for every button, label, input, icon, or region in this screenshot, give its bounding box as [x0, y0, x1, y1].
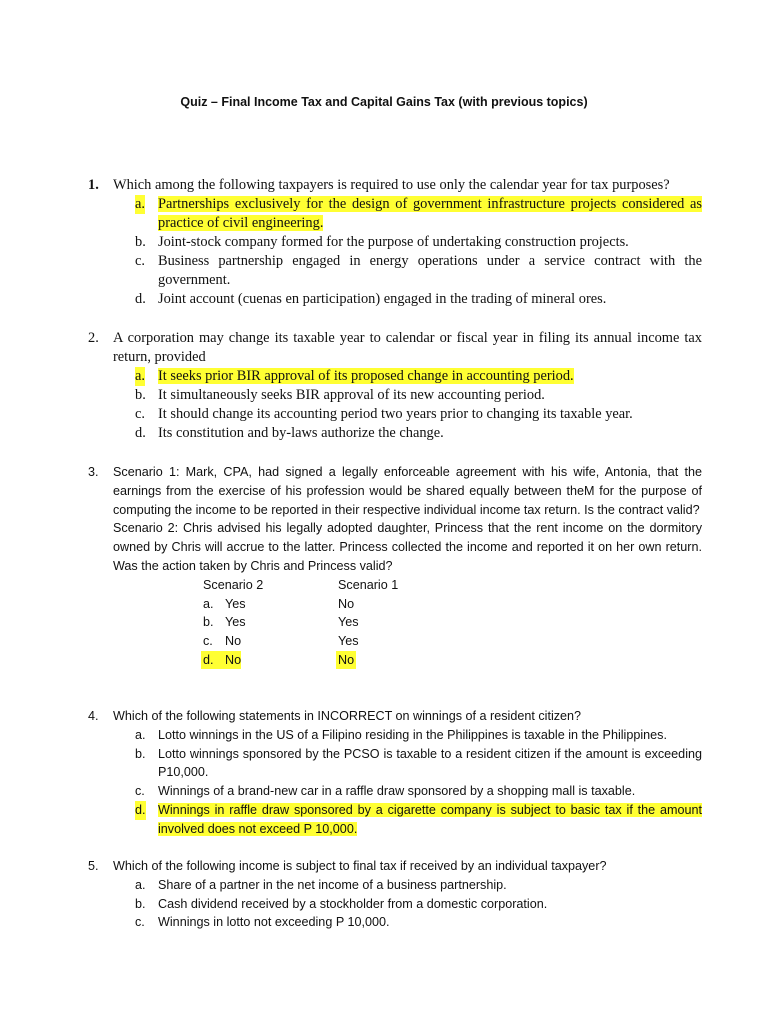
row-letter: c.	[203, 634, 213, 649]
option-text: It should change its accounting period two years prior to changing its taxable year.	[158, 406, 633, 422]
option-letter: c.	[135, 915, 145, 930]
option-letter: a.	[135, 368, 145, 384]
option-b	[0, 233, 768, 252]
row-value-scenario-2: Yes	[225, 615, 246, 630]
option-letter: d.	[135, 425, 146, 441]
option-letter: b.	[135, 746, 146, 761]
column-header-scenario-1: Scenario 1	[338, 577, 399, 592]
answer-row-d	[0, 651, 768, 670]
option-c	[0, 405, 768, 424]
option-text: Winnings in lotto not exceeding P 10,000.	[158, 915, 390, 930]
option-text: Winnings in raffle draw sponsored by a cigarette company is subject to basic tax if the amount involved does not exceed P 10,000.	[158, 802, 702, 836]
option-letter: b.	[135, 896, 146, 911]
answer-row-b	[0, 613, 768, 632]
option-text: Lotto winnings in the US of a Filipino residing in the Philippines is taxable in the Philippines.	[158, 727, 667, 742]
option-text: Joint account (cuenas en participation) engaged in the trading of mineral ores.	[158, 291, 607, 307]
question-text: A corporation may change its taxable year to calendar or fiscal year in filing its annual income tax return, provided	[113, 330, 702, 365]
answer-table-header	[0, 576, 768, 595]
option-text: Lotto winnings sponsored by the PCSO is taxable to a resident citizen if the amount is exceeding P10,000.	[158, 746, 702, 780]
option-d	[0, 424, 768, 443]
row-letter: d.	[203, 652, 214, 667]
option-c	[0, 252, 768, 290]
option-text: Business partnership engaged in energy operations under a service contract with the government.	[158, 253, 702, 288]
option-b	[0, 895, 768, 914]
quiz-title: Quiz – Final Income Tax and Capital Gains Tax (with previous topics)	[180, 95, 588, 109]
scenario-2-text: Scenario 2: Chris advised his legally adopted daughter, Princess that the rent income on the dormitory owned by Chris will accrue to the latter. Princess collected the income and reported it on her own return. Was the action taken by Chris and Princess valid?	[113, 521, 702, 573]
question-1	[0, 176, 768, 309]
scenario-1-text: Scenario 1: Mark, CPA, had signed a legally enforceable agreement with his wife, Antonia, that the earnings from the exercise of his profession would be shared equally between theM for the purpose of computing the income to be reported in their respective individual income tax return. Is the contract valid?	[113, 465, 702, 517]
question-number: 3.	[88, 465, 99, 479]
option-text: Partnerships exclusively for the design of government infrastructure projects considered as practice of civil engineering.	[158, 196, 702, 231]
option-text: Cash dividend received by a stockholder from a domestic corporation.	[158, 896, 548, 911]
option-d	[0, 801, 768, 839]
question-text: Which of the following income is subject to final tax if received by an individual taxpayer?	[113, 859, 607, 873]
option-letter: a.	[135, 196, 145, 212]
option-a	[0, 195, 768, 233]
option-letter: b.	[135, 234, 146, 250]
option-a	[0, 726, 768, 745]
option-text: Share of a partner in the net income of a business partnership.	[158, 877, 507, 892]
row-value-scenario-2: Yes	[225, 596, 246, 611]
option-a	[0, 876, 768, 895]
row-value-scenario-1: No	[338, 652, 355, 667]
question-3	[0, 463, 768, 670]
option-d	[0, 290, 768, 309]
option-b	[0, 745, 768, 783]
question-5	[0, 857, 768, 932]
option-letter: b.	[135, 387, 146, 403]
question-number: 5.	[88, 859, 99, 873]
question-number: 4.	[88, 709, 99, 723]
row-letter: a.	[203, 596, 214, 611]
option-letter: a.	[135, 877, 146, 892]
question-text: Which among the following taxpayers is required to use only the calendar year for tax purposes?	[113, 177, 670, 193]
option-letter: c.	[135, 253, 145, 269]
question-number: 1.	[88, 177, 99, 193]
row-value-scenario-2: No	[225, 634, 242, 649]
option-b	[0, 386, 768, 405]
option-c	[0, 913, 768, 932]
row-value-scenario-1: Yes	[338, 615, 359, 630]
option-letter: d.	[135, 291, 146, 307]
option-c	[0, 782, 768, 801]
option-text: Its constitution and by-laws authorize the change.	[158, 425, 444, 441]
option-a	[0, 367, 768, 386]
column-header-scenario-2: Scenario 2	[203, 577, 264, 592]
row-value-scenario-1: Yes	[338, 634, 359, 649]
row-value-scenario-2: No	[225, 652, 242, 667]
option-text: Joint-stock company formed for the purpose of undertaking construction projects.	[158, 234, 629, 250]
option-letter: c.	[135, 784, 145, 799]
answer-row-c	[0, 632, 768, 651]
row-value-scenario-1: No	[338, 596, 355, 611]
answer-row-a	[0, 595, 768, 614]
question-4	[0, 707, 768, 839]
option-letter: a.	[135, 727, 146, 742]
option-letter: c.	[135, 406, 145, 422]
option-text: It seeks prior BIR approval of its proposed change in accounting period.	[158, 368, 574, 384]
question-2	[0, 329, 768, 443]
option-letter: d.	[135, 801, 146, 820]
question-number: 2.	[88, 330, 99, 346]
row-letter: b.	[203, 615, 214, 630]
question-text: Which of the following statements in INCORRECT on winnings of a resident citizen?	[113, 709, 582, 723]
option-text: Winnings of a brand-new car in a raffle draw sponsored by a shopping mall is taxable.	[158, 784, 636, 799]
option-text: It simultaneously seeks BIR approval of its new accounting period.	[158, 387, 545, 403]
